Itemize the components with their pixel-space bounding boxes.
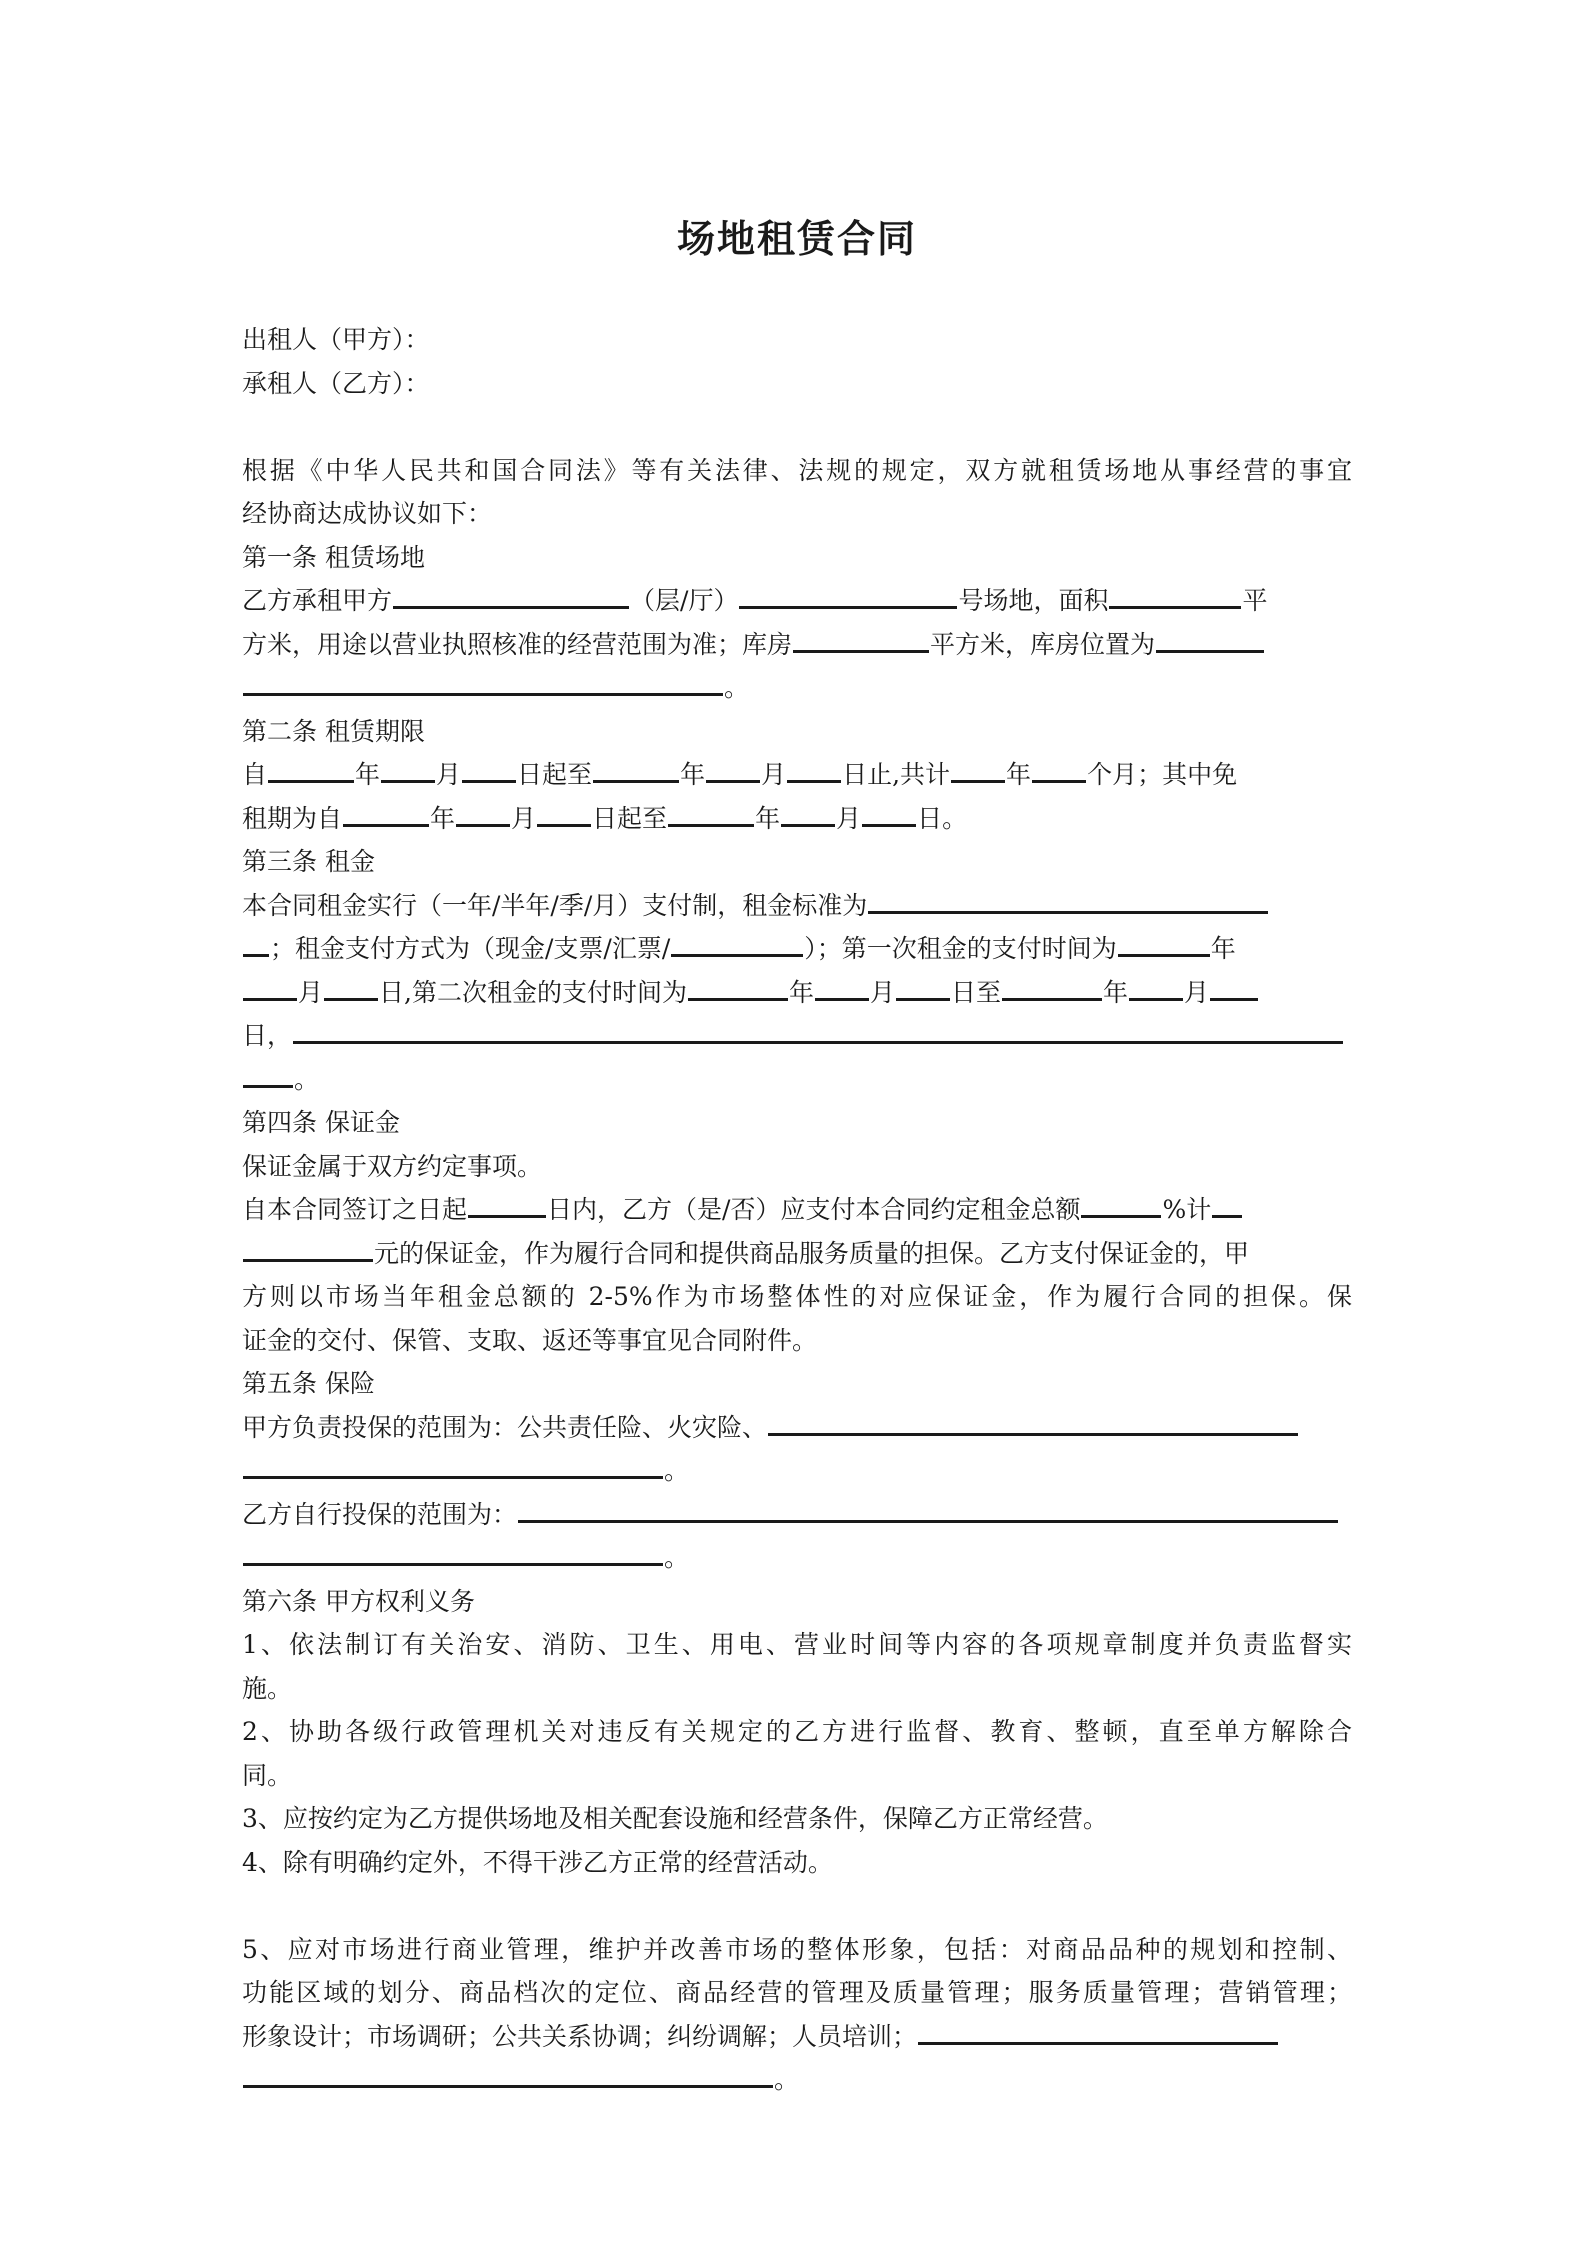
blank-storage-area[interactable] <box>793 626 929 653</box>
blank-start-day[interactable] <box>462 756 516 783</box>
article-1-line-3: 。 <box>242 666 1352 710</box>
article-6-item-5d: 。 <box>242 2058 1352 2102</box>
article-4-line-3: 元的保证金，作为履行合同和提供商品服务质量的担保。乙方支付保证金的，甲 <box>242 1232 1352 1276</box>
blank-rent-standard-cont[interactable] <box>243 930 269 957</box>
blank-other-management-cont[interactable] <box>243 2061 773 2088</box>
blank-second-pay-end-year[interactable] <box>1002 974 1102 1001</box>
blank-deposit-days[interactable] <box>468 1191 546 1218</box>
article-6-item-5c: 形象设计；市场调研；公共关系协调；纠纷调解；人员培训； <box>242 2015 1352 2059</box>
spacer <box>242 1884 1352 1928</box>
blank-first-pay-month[interactable] <box>243 974 297 1001</box>
blank-rent-standard[interactable] <box>868 887 1268 914</box>
article-2-line-1: 自 年 月 日起至 年 月 日止,共计 年 个月；其中免 <box>242 753 1352 797</box>
article-6-item-1b: 施。 <box>242 1673 293 1703</box>
article-6-item-3: 3、应按约定为乙方提供场地及相关配套设施和经营条件，保障乙方正常经营。 <box>242 1804 1108 1833</box>
blank-total-months[interactable] <box>1032 756 1086 783</box>
article-4-line-4: 方则以市场当年租金总额的 2-5%作为市场整体性的对应保证金，作为履行合同的担保。保 <box>242 1282 1352 1311</box>
blank-second-pay-end-month[interactable] <box>1129 974 1183 1001</box>
article-1-heading: 第一条 租赁场地 <box>242 542 425 572</box>
article-5-line-3: 乙方自行投保的范围为： <box>242 1493 1352 1537</box>
blank-area[interactable] <box>1109 582 1241 609</box>
blank-second-pay-end-day[interactable] <box>1210 974 1258 1001</box>
blank-lessor-insurance[interactable] <box>768 1409 1298 1436</box>
article-6-item-1a: 1、依法制订有关治安、消防、卫生、用电、营业时间等内容的各项规章制度并负责监督实 <box>242 1630 1352 1659</box>
blank-rent-notes-cont[interactable] <box>243 1061 293 1088</box>
blank-free-end-day[interactable] <box>862 800 916 827</box>
lessee-line: 承租人（乙方）： <box>242 368 430 398</box>
article-6-item-4: 4、除有明确约定外，不得干涉乙方正常的经营活动。 <box>242 1847 833 1877</box>
spacer <box>242 405 1352 449</box>
article-3-line-2: ；租金支付方式为（现金/支票/汇票/ ）；第一次租金的支付时间为 年 <box>242 927 1352 971</box>
article-1-line-2: 方米，用途以营业执照核准的经营范围为准；库房 平方米，库房位置为 <box>242 623 1352 667</box>
blank-end-year[interactable] <box>593 756 679 783</box>
article-5-heading: 第五条 保险 <box>242 1369 375 1398</box>
article-3-line-4: 日， <box>242 1014 1352 1058</box>
article-6-heading: 第六条 甲方权利义务 <box>242 1586 475 1616</box>
blank-site-number[interactable] <box>739 582 957 609</box>
intro-line-1: 根据《中华人民共和国合同法》等有关法律、法规的规定，双方就租赁场地从事经营的事宜 <box>242 455 1352 485</box>
blank-other-management[interactable] <box>918 2018 1278 2045</box>
blank-deposit-amount[interactable] <box>1212 1191 1242 1218</box>
article-5-line-1: 甲方负责投保的范围为：公共责任险、火灾险、 <box>242 1406 1352 1450</box>
article-4-heading: 第四条 保证金 <box>242 1108 400 1137</box>
article-1-line-1: 乙方承租甲方 （层/厅） 号场地，面积 平 <box>242 579 1352 623</box>
blank-free-start-year[interactable] <box>343 800 429 827</box>
blank-start-month[interactable] <box>381 756 435 783</box>
blank-end-day[interactable] <box>787 756 841 783</box>
article-5-line-2: 。 <box>242 1449 1352 1493</box>
article-3-line-3: 月 日,第二次租金的支付时间为 年 月 日至 年 月 <box>242 971 1352 1015</box>
blank-second-pay-day[interactable] <box>896 974 950 1001</box>
page-title: 场地租赁合同 <box>676 216 917 261</box>
blank-storage-location-cont[interactable] <box>243 669 723 696</box>
blank-second-pay-month[interactable] <box>815 974 869 1001</box>
blank-lessee-insurance-cont[interactable] <box>243 1539 663 1566</box>
article-6-item-2b: 同。 <box>242 1760 293 1790</box>
article-4-line-5: 证金的交付、保管、支取、返还等事宜见合同附件。 <box>242 1325 818 1355</box>
article-3-line-1: 本合同租金实行（一年/半年/季/月）支付制，租金标准为 <box>242 884 1352 928</box>
blank-free-start-month[interactable] <box>456 800 510 827</box>
article-2-line-2: 租期为自 年 月 日起至 年 月 日。 <box>242 797 1352 841</box>
blank-first-pay-year[interactable] <box>1118 930 1210 957</box>
blank-second-pay-year[interactable] <box>688 974 788 1001</box>
blank-payment-method[interactable] <box>671 930 803 957</box>
article-6-item-5a: 5、应对市场进行商业管理，维护并改善市场的整体形象，包括：对商品品种的规划和控制、 <box>242 1934 1352 1964</box>
blank-first-pay-day[interactable] <box>324 974 378 1001</box>
article-6-item-5b: 功能区域的划分、商品档次的定位、商品经营的管理及质量管理；服务质量管理；营销管理； <box>242 1978 1352 2007</box>
blank-free-end-year[interactable] <box>668 800 754 827</box>
blank-start-year[interactable] <box>268 756 354 783</box>
blank-lessee-insurance[interactable] <box>518 1496 1338 1523</box>
blank-free-end-month[interactable] <box>781 800 835 827</box>
article-5-line-4: 。 <box>242 1536 1352 1580</box>
blank-rent-notes[interactable] <box>293 1017 1343 1044</box>
article-3-heading: 第三条 租金 <box>242 847 375 876</box>
blank-total-years[interactable] <box>951 756 1005 783</box>
blank-deposit-percent[interactable] <box>1081 1191 1161 1218</box>
blank-end-month[interactable] <box>706 756 760 783</box>
blank-free-start-day[interactable] <box>537 800 591 827</box>
blank-floor[interactable] <box>393 582 629 609</box>
article-6-item-2a: 2、协助各级行政管理机关对违反有关规定的乙方进行监督、教育、整顿，直至单方解除合 <box>242 1717 1352 1746</box>
article-3-line-5: 。 <box>242 1058 1352 1102</box>
document-page <box>242 0 1352 2244</box>
article-4-line-1: 保证金属于双方约定事项。 <box>242 1151 543 1181</box>
lessor-line: 出租人（甲方）： <box>242 325 430 354</box>
blank-storage-location[interactable] <box>1156 626 1264 653</box>
blank-lessor-insurance-cont[interactable] <box>243 1452 663 1479</box>
intro-line-2: 经协商达成协议如下： <box>242 499 493 528</box>
article-4-line-2: 自本合同签订之日起 日内，乙方（是/否）应支付本合同约定租金总额 %计 <box>242 1188 1352 1232</box>
contract-body <box>242 318 1352 2102</box>
blank-deposit-amount-cont[interactable] <box>243 1235 373 1262</box>
article-2-heading: 第二条 租赁期限 <box>242 716 425 746</box>
